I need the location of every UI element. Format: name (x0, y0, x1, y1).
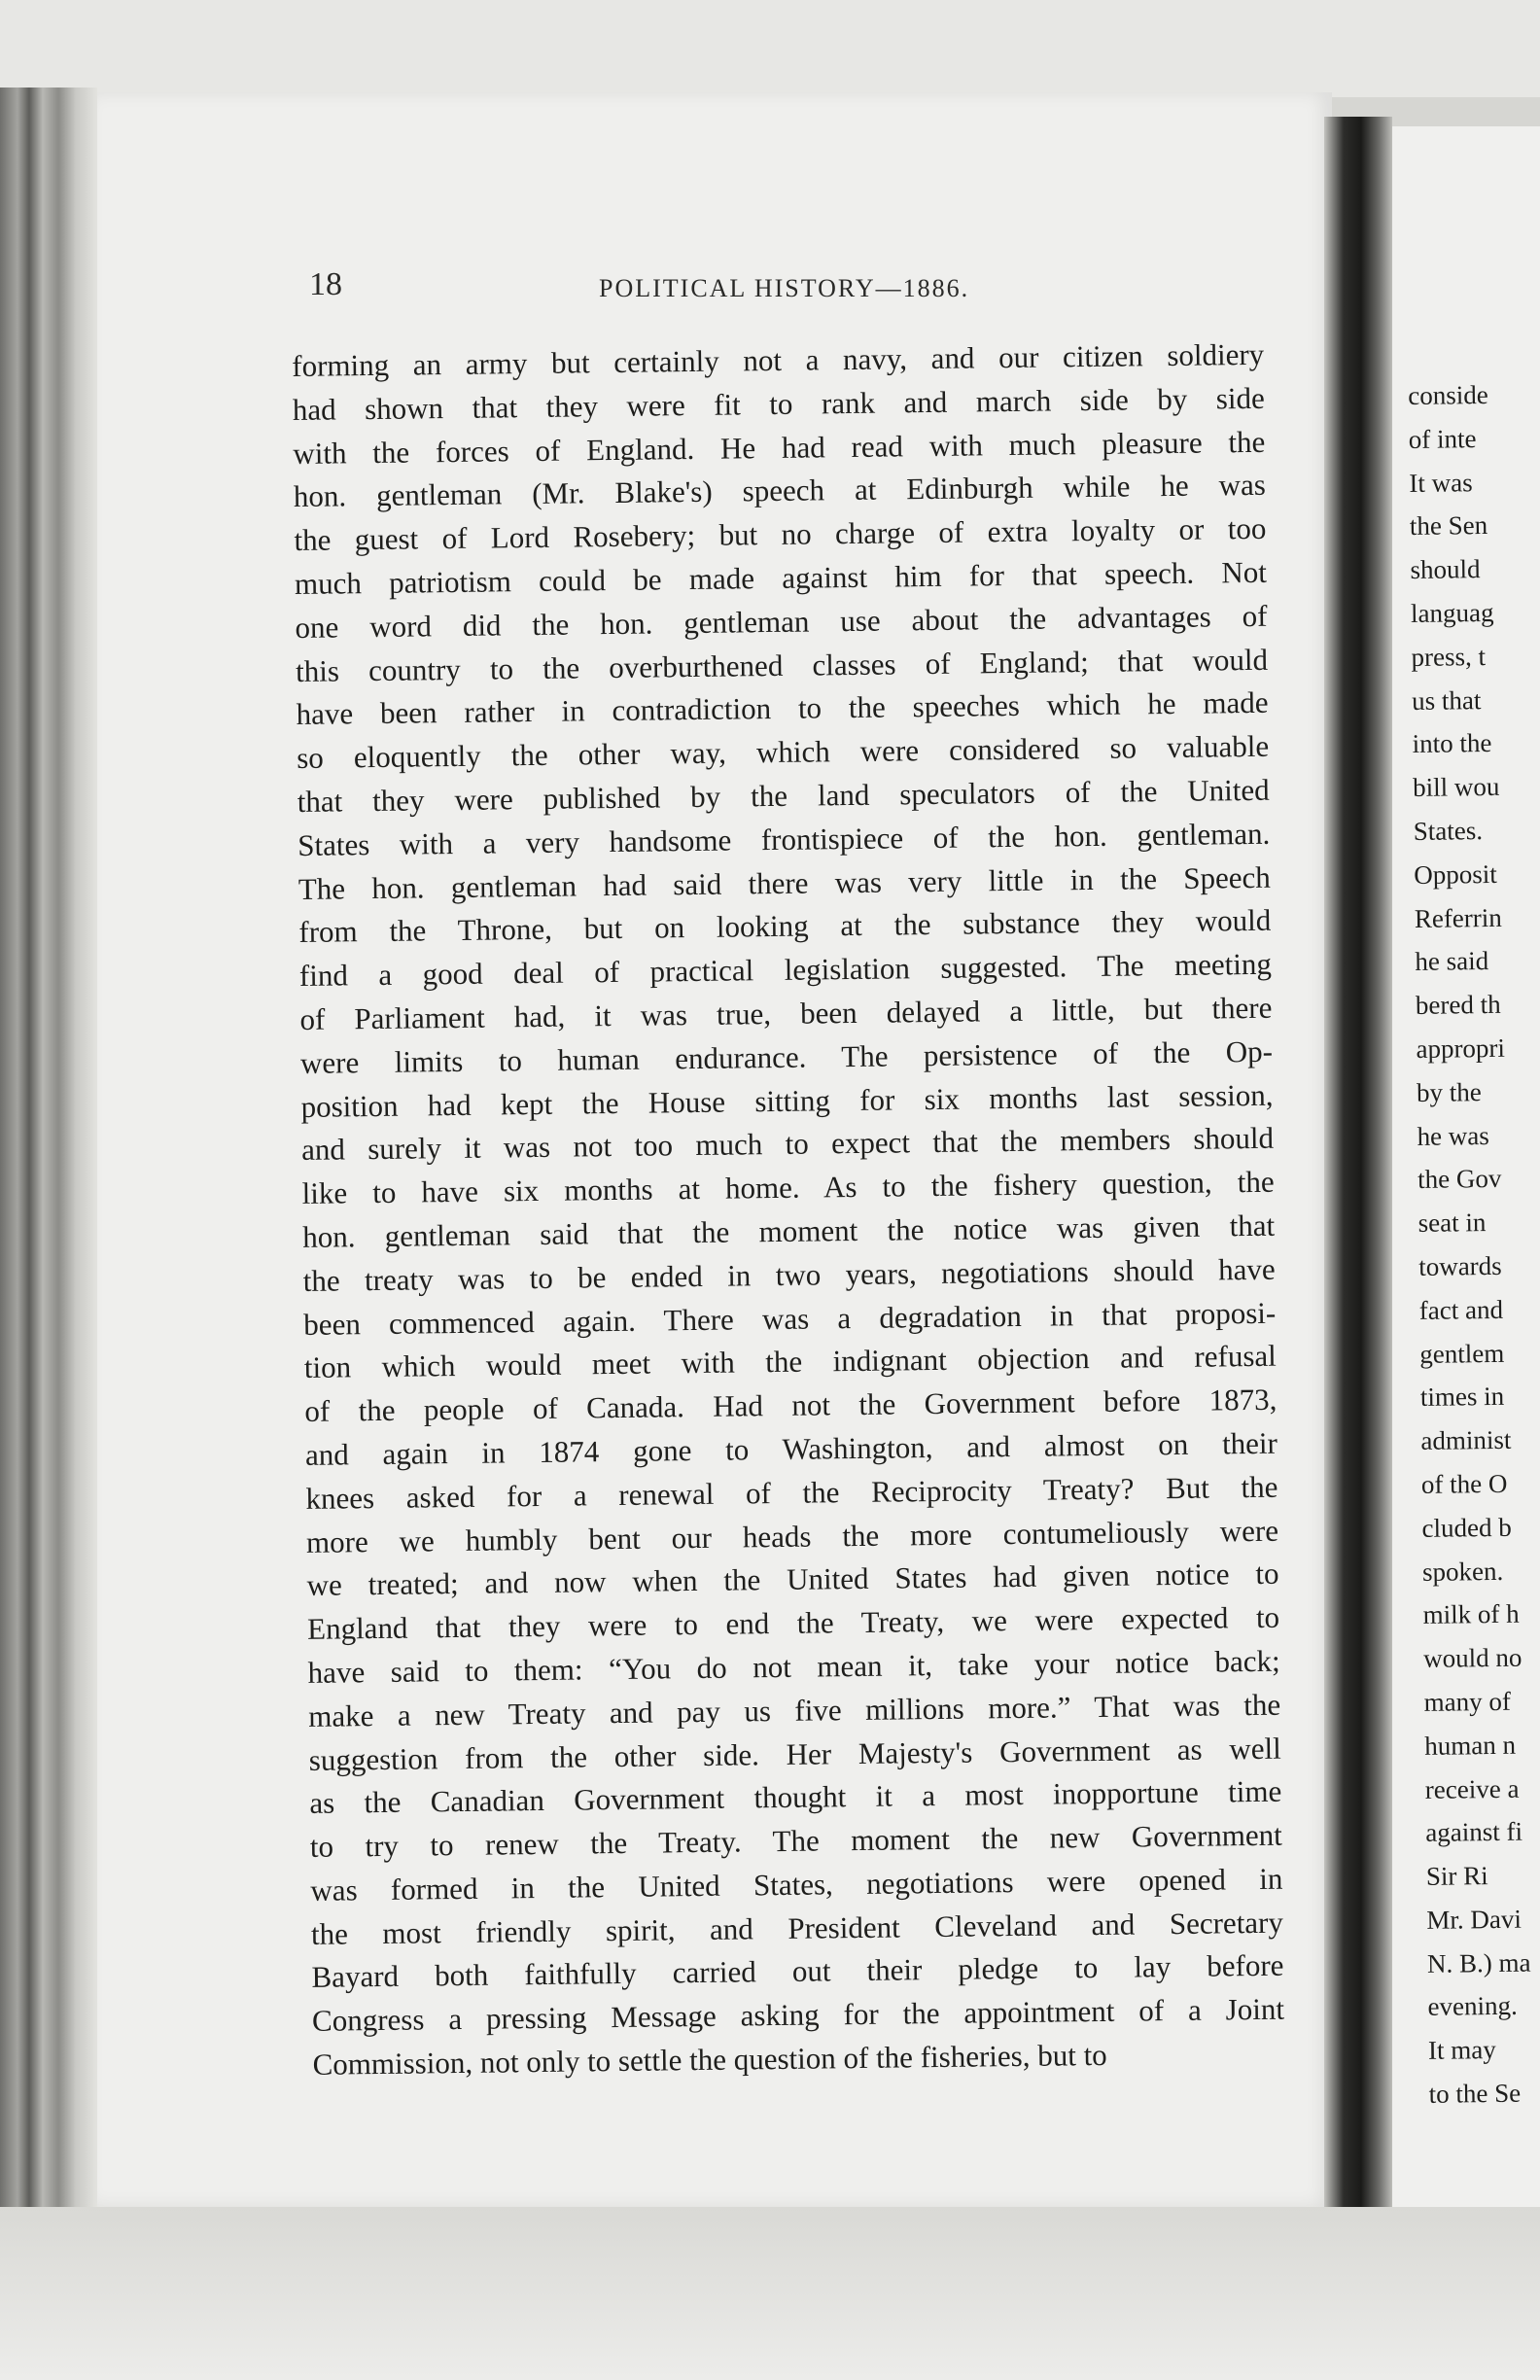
text-line: position had kept the House sitting for six months last session, (300, 1077, 1274, 1124)
text-line: this country to the overburthened classes of England; that would (295, 642, 1269, 688)
text-line: so eloquently the other way, which were considered so valuable (296, 728, 1270, 776)
text-line: of Parliament had, it was true, been delayed a little, but there (299, 990, 1273, 1036)
text-line: of the people of Canada. Had not the Government before 1873, (304, 1382, 1278, 1429)
text-line: find a good deal of practical legislation suggested. The meeting (298, 946, 1273, 994)
text-line: was formed in the United States, negotiations were opened in (310, 1861, 1283, 1908)
text-line: tion which would meet with the indignant objection and refusal (303, 1339, 1277, 1385)
text-line: Congress a pressing Message asking for the appointment of a Joint (311, 1991, 1285, 2039)
fragment-line: conside (1408, 379, 1488, 410)
text-line: Bayard both faithfully carried out their pledge to lay before (311, 1948, 1284, 1995)
fragment-line: human n (1424, 1730, 1517, 1761)
fragment-line: seat in (1418, 1208, 1487, 1239)
running-head (309, 262, 1301, 311)
book-page-edges (0, 88, 97, 2207)
fragment-line: It was (1409, 467, 1473, 498)
book-gutter (1324, 117, 1392, 2217)
fragment-line: would no (1422, 1642, 1522, 1674)
text-line: were limits to human endurance. The persistence of the Op- (299, 1033, 1274, 1080)
facing-page-text-fragment (1408, 372, 1540, 2116)
fragment-line: of inte (1408, 423, 1477, 454)
fragment-line: of the O (1420, 1468, 1508, 1499)
fragment-line: Sir Ri (1425, 1861, 1488, 1891)
fragment-line: appropri (1416, 1032, 1506, 1064)
text-line: more we humbly bent our heads the more contumeliously were (305, 1513, 1279, 1559)
fragment-line: against fi (1425, 1816, 1523, 1848)
fragment-line: gentlem (1419, 1338, 1505, 1369)
fragment-line: us that (1411, 684, 1482, 716)
text-line: Commission, not only to settle the question of the fisheries, but to (312, 2037, 1107, 2082)
fragment-line: Referrin (1414, 902, 1502, 933)
text-line: the most friendly spirit, and President Cleveland and Secretary (310, 1905, 1284, 1951)
text-line: suggestion from the other side. Her Majesty's Government as well (308, 1731, 1281, 1777)
text-line: the guest of Lord Rosebery; but no charge of extra loyalty or too (294, 510, 1267, 558)
text-line: hon. gentleman said that the moment the notice was given that (301, 1208, 1276, 1254)
text-line: The hon. gentleman had said there was very little in the Speech (298, 859, 1271, 906)
text-line: much patriotism could be made against him for that speech. Not (294, 554, 1268, 601)
fragment-line: It may (1427, 2035, 1496, 2066)
page-number: 18 (309, 266, 342, 302)
fragment-line: bered th (1415, 990, 1501, 1021)
fragment-line: press, t (1411, 641, 1487, 672)
text-line: with the forces of England. He had read with much pleasure the (293, 424, 1266, 471)
fragment-line: into the (1412, 728, 1492, 759)
main-text-block (292, 333, 1285, 2087)
text-line: and surely it was not too much to expect that the members should (300, 1121, 1275, 1168)
fragment-line: milk of h (1422, 1599, 1520, 1630)
fragment-line: to the Se (1428, 2078, 1522, 2109)
fragment-line: receive a (1424, 1773, 1520, 1804)
text-line: and again in 1874 gone to Washington, and almost on their (304, 1425, 1278, 1472)
fragment-line: Mr. Davi (1426, 1904, 1522, 1935)
fragment-line: times in (1419, 1382, 1505, 1413)
text-line: the treaty was to be ended in two years, negotiations should have (302, 1251, 1276, 1298)
fragment-line: he said (1415, 946, 1489, 977)
text-line: have said to them: “You do not mean it, take your notice back; (307, 1643, 1280, 1690)
scan-background-top (0, 0, 1540, 97)
text-line: as the Canadian Government thought it a most inopportune time (309, 1773, 1282, 1821)
text-line: to try to renew the Treaty. The moment the new Government (309, 1817, 1283, 1864)
fragment-line: N. B.) ma (1426, 1947, 1531, 1978)
text-line: one word did the hon. gentleman use about the advantages of (295, 598, 1268, 645)
text-line: have been rather in contradiction to the speeches which he made (296, 685, 1269, 732)
text-line: hon. gentleman (Mr. Blake's) speech at Edinburgh while he was (293, 468, 1267, 514)
text-line: had shown that they were fit to rank and march side by side (292, 380, 1265, 427)
fragment-line: by the (1416, 1076, 1482, 1107)
text-line: like to have six months at home. As to the fishery question, the (301, 1164, 1275, 1211)
fragment-line: languag (1410, 597, 1494, 628)
fragment-line: Opposit (1414, 858, 1497, 890)
fragment-line: the Gov (1417, 1164, 1502, 1195)
text-line: make a new Treaty and pay us five millions more.” That was the (308, 1687, 1281, 1733)
fragment-line: States. (1413, 816, 1484, 846)
fragment-line: towards (1418, 1250, 1502, 1281)
fragment-line: many of (1423, 1686, 1512, 1717)
text-line: we treated; and now when the United States had given notice to (306, 1557, 1279, 1603)
fragment-line: cluded b (1421, 1512, 1512, 1543)
text-line: that they were published by the land speculators of the United (297, 772, 1270, 819)
fragment-line: evening. (1427, 1991, 1518, 2022)
fragment-line: should (1410, 554, 1481, 585)
fragment-line: fact and (1418, 1294, 1504, 1325)
text-line: been commenced again. There was a degradation in that proposi- (303, 1295, 1277, 1342)
fragment-line: bill wou (1413, 772, 1500, 803)
fragment-line: he was (1417, 1120, 1489, 1151)
fragment-line: the Sen (1409, 510, 1488, 542)
text-line: knees asked for a renewal of the Reciprocity Treaty? But the (305, 1469, 1278, 1516)
text-line: from the Throne, but on looking at the substance they would (298, 903, 1272, 950)
text-line: forming an army but certainly not a navy, and our citizen soldiery (292, 336, 1265, 383)
fragment-line: administ (1420, 1424, 1512, 1456)
fragment-line: spoken. (1421, 1556, 1504, 1587)
scan-background-bottom (0, 2207, 1540, 2380)
running-head-title: POLITICAL HISTORY—1886. (599, 274, 970, 302)
text-line: States with a very handsome frontispiece of the hon. gentleman. (298, 816, 1271, 862)
text-line: England that they were to end the Treaty, we were expected to (306, 1599, 1280, 1647)
